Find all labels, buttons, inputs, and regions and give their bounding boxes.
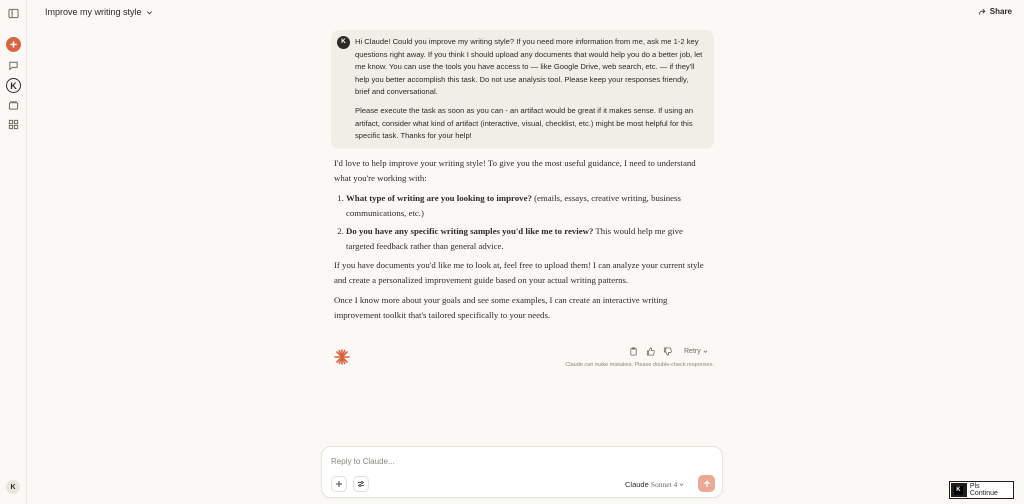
user-message-paragraph-2: Please execute the task as soon as you can - an artifact would be great if it makes sense. If using an artifact, consider what kind of artifact (interactive, visual, checklist, etc.) might be most helpful for this specific task. Thanks for your help! (355, 105, 694, 141)
assistant-paragraph-2: If you have documents you'd like me to look at, feel free to upload them! I can analyze your current style and create a personalized improvement guide based on your actual writing patterns. (334, 260, 704, 285)
question-2-bold: Do you have any specific writing samples you'd like me to review? (346, 226, 594, 236)
send-button[interactable] (698, 475, 715, 492)
pls-continue-label: Pls Continue (967, 482, 1012, 498)
thumbs-down-icon[interactable] (663, 347, 672, 356)
pls-continue-button[interactable] (950, 482, 1013, 498)
message-actions (629, 347, 708, 356)
assistant-paragraph-3: Once I know more about your goals and see some examples, I can create an interactive writing improvement toolkit that's tailored specifically to your needs. (334, 295, 668, 320)
list-item (346, 224, 704, 253)
thumbs-up-icon[interactable] (646, 347, 655, 356)
chat-title-dropdown[interactable] (45, 7, 153, 17)
chat-title: Improve my writing style (45, 7, 142, 17)
question-1-bold: What type of writing are you looking to improve? (346, 193, 532, 203)
tools-button[interactable] (353, 476, 369, 492)
chats-icon[interactable] (6, 58, 21, 73)
new-chat-button[interactable] (6, 37, 21, 52)
retry-button[interactable] (684, 348, 708, 355)
chevron-down-icon (679, 482, 684, 487)
user-message (331, 30, 714, 149)
question-list (334, 191, 704, 253)
left-sidebar (0, 0, 27, 504)
share-icon (978, 8, 986, 16)
arrow-up-icon (703, 480, 711, 488)
question-2-rest: This would help me give targeted feedback rather than general advice. (346, 226, 683, 251)
model-selector[interactable] (625, 480, 684, 489)
model-version: Sonnet 4 (650, 480, 678, 489)
share-button[interactable] (978, 7, 1012, 16)
user-message-avatar: K (337, 36, 350, 49)
sidebar-toggle-icon[interactable] (6, 6, 21, 21)
user-avatar[interactable]: K (6, 480, 20, 494)
chevron-down-icon (146, 9, 153, 16)
model-name: Claude (625, 480, 649, 489)
composer (321, 446, 723, 498)
copy-icon[interactable] (629, 347, 638, 356)
list-item (346, 191, 704, 220)
add-attachment-button[interactable] (331, 476, 347, 492)
user-message-paragraph-1: Hi Claude! Could you improve my writing style? If you need more information from me, ask me 1-2 key questions right away. If you think I should upload any documents that would help you do a better job, let me know. You can use the tools you have access to — like Google Drive, web search, etc. — if they'll help you better accomplish this task. Do not use analysis tool. Please keep your responses friendly, brief and conversational. (355, 37, 703, 97)
assistant-message (334, 156, 704, 328)
k-badge-icon: K (954, 486, 963, 495)
assistant-intro: I'd love to help improve your writing style! To give you the most useful guidance, I need to understand what you're working with: (334, 158, 696, 183)
artifacts-icon[interactable] (6, 117, 21, 132)
plus-icon (335, 480, 343, 488)
question-1-rest: (emails, essays, creative writing, business communications, etc.) (346, 193, 681, 218)
chevron-down-icon (703, 349, 708, 354)
claude-spark-icon (334, 349, 350, 365)
sliders-icon (357, 480, 365, 488)
reply-input[interactable] (331, 457, 711, 466)
projects-icon[interactable] (6, 98, 21, 113)
project-k-icon[interactable]: K (6, 78, 21, 93)
retry-label: Retry (684, 348, 701, 355)
disclaimer-text: Claude can make mistakes. Please double-check responses. (565, 362, 714, 368)
share-label: Share (989, 7, 1012, 16)
